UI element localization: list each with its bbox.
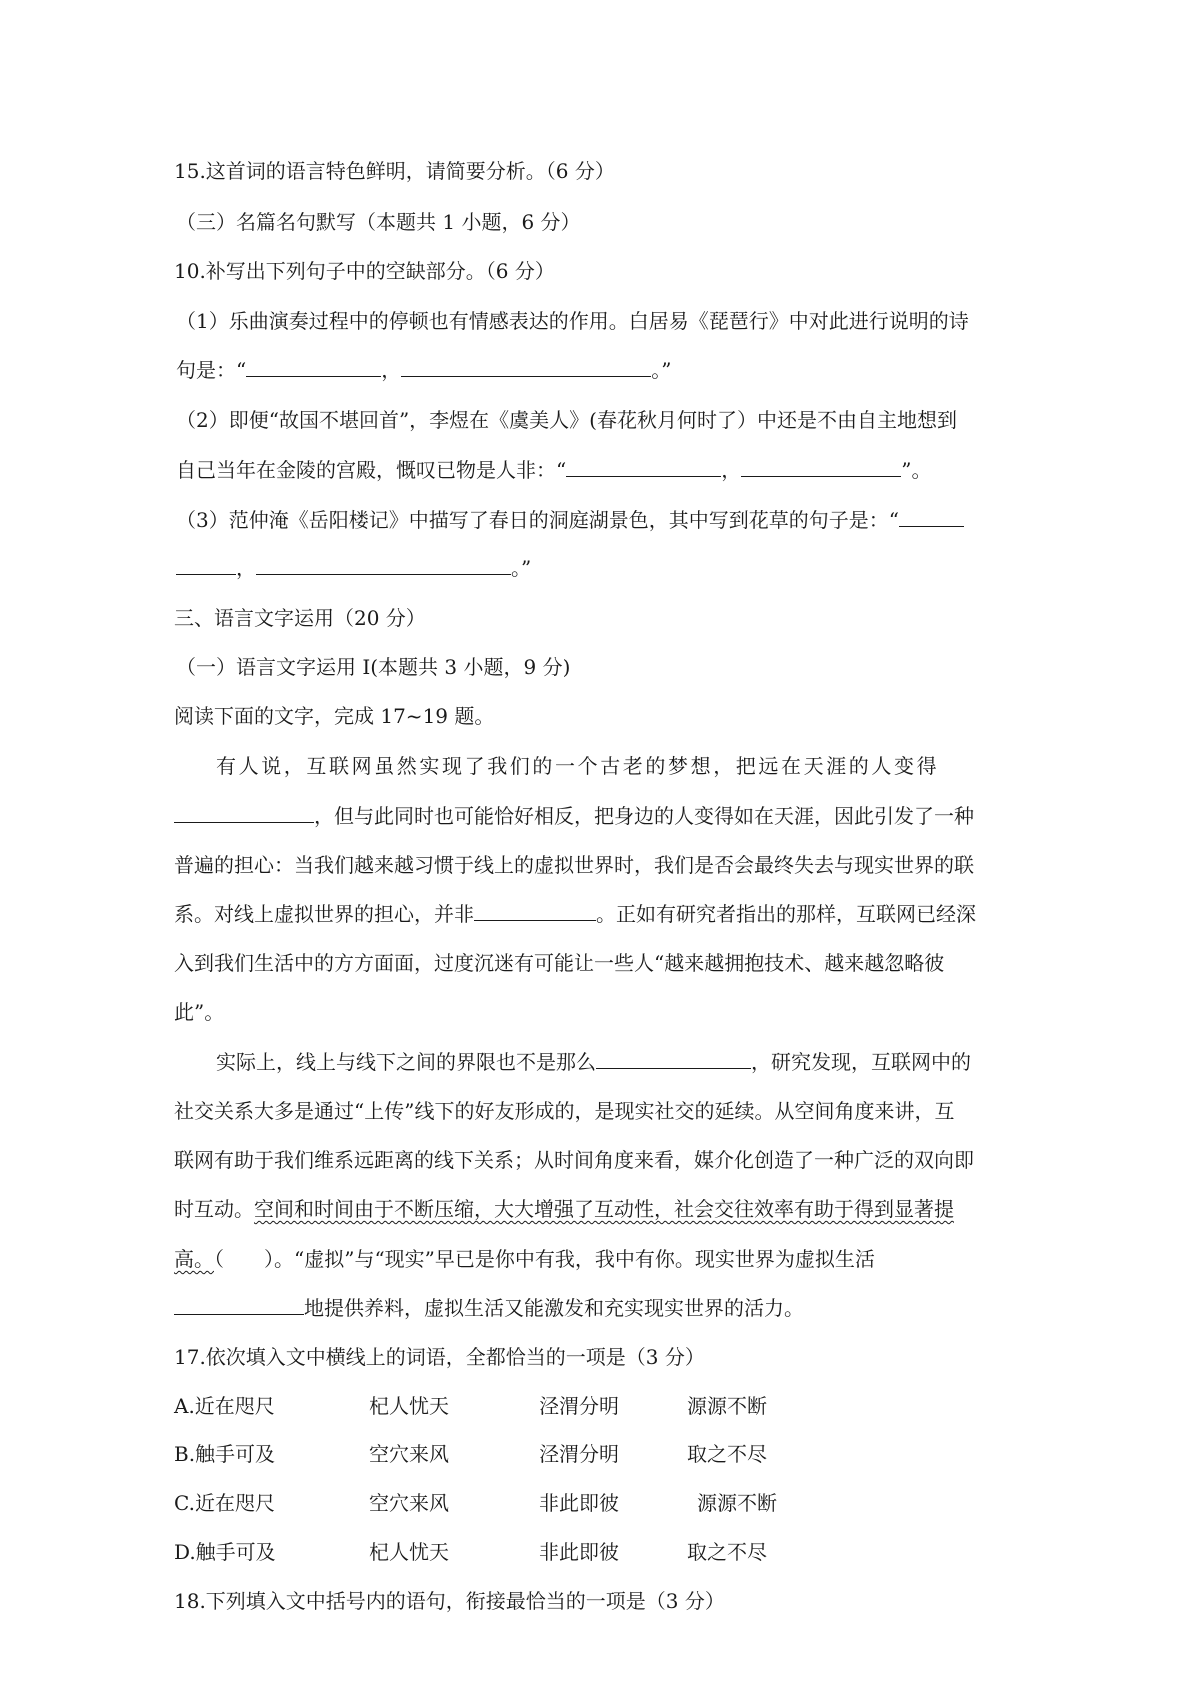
option-b-word-3: 泾渭分明	[539, 1442, 619, 1466]
question-10: 10.补写出下列句子中的空缺部分。（6 分）	[174, 259, 555, 283]
q10-part2-prefix: 自己当年在金陵的宫殿，慨叹已物是人非：“	[176, 458, 567, 482]
fill-blank	[596, 1050, 751, 1069]
option-d-label: D.触手可及	[174, 1540, 276, 1564]
passage-p2-line6-post: 地提供养料，虚拟生活又能激发和充实现实世界的活力。	[304, 1296, 804, 1320]
option-b-label: B.触手可及	[174, 1442, 276, 1466]
q10-part2-line2	[176, 457, 931, 483]
option-c-word-3: 非此即彼	[539, 1491, 619, 1515]
passage-p1-line5: 入到我们生活中的方方面面，过度沉迷有可能让一些人“越来越拥抱技术、越来越忽略彼	[174, 951, 945, 975]
passage-p1-line2-text: ，但与此同时也可能恰好相反，把身边的人变得如在天涯，因此引发了一种	[314, 804, 974, 828]
question-15: 15.这首词的语言特色鲜明，请简要分析。（6 分）	[174, 159, 615, 183]
q10-part3-prefix: （3）范仲淹《岳阳楼记》中描写了春日的洞庭湖景色，其中写到花草的句子是：“	[176, 508, 899, 532]
passage-p2-line4	[174, 1196, 954, 1222]
reading-instruction: 阅读下面的文字，完成 17~19 题。	[174, 704, 495, 728]
fill-blank	[176, 556, 236, 575]
wavy-underlined-end: 高。	[174, 1247, 214, 1271]
passage-p2-line4-pre: 时互动。	[174, 1197, 254, 1221]
fill-blank	[174, 804, 314, 823]
fill-blank	[474, 902, 596, 921]
passage-p2-line1	[216, 1049, 971, 1075]
passage-p2-line3: 联网有助于我们维系远距离的线下关系；从时间角度来看，媒介化创造了一种广泛的双向即	[174, 1148, 974, 1172]
section-3-heading: （三）名篇名句默写（本题共 1 小题，6 分）	[176, 210, 581, 234]
q10-part3-line1	[176, 507, 964, 533]
wavy-underlined-sentence: 空间和时间由于不断压缩，大大增强了互动性，社会交往效率有助于得到显著提	[254, 1197, 954, 1221]
fill-blank	[566, 458, 721, 477]
q10-part2-line1: （2）即便“故国不堪回首”，李煜在《虞美人》(春花秋月何时了）中还是不由自主地想到	[176, 408, 957, 432]
option-d-word-3: 非此即彼	[539, 1540, 619, 1564]
fill-blank	[899, 508, 964, 527]
q10-part2-sep: ，	[721, 458, 742, 482]
fill-blank	[741, 458, 901, 477]
passage-p2-line1-post: ，研究发现，互联网中的	[751, 1050, 971, 1074]
option-b-word-4: 取之不尽	[687, 1442, 767, 1466]
option-a-word-2: 杞人忧天	[369, 1394, 449, 1418]
passage-p1-line2	[174, 803, 974, 829]
fill-blank	[174, 1296, 304, 1315]
option-d-word-2: 杞人忧天	[369, 1540, 449, 1564]
fill-blank	[256, 556, 511, 575]
option-a-word-4: 源源不断	[687, 1394, 767, 1418]
passage-p1-line4-pre: 系。对线上虚拟世界的担心，并非	[174, 902, 474, 926]
passage-p2-line1-pre: 实际上，线上与线下之间的界限也不是那么	[216, 1050, 596, 1074]
q10-part1-line2	[176, 357, 671, 383]
option-c-word-2: 空穴来风	[369, 1491, 449, 1515]
option-c-word-4: 源源不断	[697, 1491, 777, 1515]
passage-p1-line1: 有人说，互联网虽然实现了我们的一个古老的梦想，把远在天涯的人变得	[216, 754, 940, 778]
option-d-word-4: 取之不尽	[687, 1540, 767, 1564]
part-3-heading: 三、语言文字运用（20 分）	[174, 606, 426, 630]
passage-p1-line4-post: 。正如有研究者指出的那样，互联网已经深	[596, 902, 976, 926]
option-a-word-3: 泾渭分明	[539, 1394, 619, 1418]
q10-part3-line2	[176, 555, 531, 581]
q10-part1-sep: ，	[381, 358, 402, 382]
option-a-label: A.近在咫尺	[174, 1394, 275, 1418]
option-b-word-2: 空穴来风	[369, 1442, 449, 1466]
passage-p1-line4	[174, 901, 976, 927]
question-17: 17.依次填入文中横线上的词语，全都恰当的一项是（3 分）	[174, 1345, 705, 1369]
subsection-1-heading: （一）语言文字运用 I(本题共 3 小题，9 分)	[176, 655, 571, 679]
passage-p1-line6: 此”。	[174, 1000, 225, 1024]
passage-p1-line3: 普遍的担心：当我们越来越习惯于线上的虚拟世界时，我们是否会最终失去与现实世界的联	[174, 853, 974, 877]
q10-part3-sep: ，	[236, 556, 256, 580]
passage-p2-line2: 社交关系大多是通过“上传”线下的好友形成的，是现实社交的延续。从空间角度来讲，互	[174, 1099, 955, 1123]
option-c-label: C.近在咫尺	[174, 1491, 275, 1515]
q10-part1-end: 。”	[651, 358, 672, 382]
q10-part2-end: ”。	[901, 458, 932, 482]
fill-blank	[401, 358, 651, 377]
q10-part1-prefix: 句是：“	[176, 358, 247, 382]
passage-p2-line5-post: （ ）。“虚拟”与“现实”早已是你中有我，我中有你。现实世界为虚拟生活	[214, 1247, 875, 1271]
question-18: 18.下列填入文中括号内的语句，衔接最恰当的一项是（3 分）	[174, 1589, 725, 1613]
passage-p2-line6	[174, 1295, 804, 1321]
passage-p2-line5	[174, 1246, 875, 1272]
q10-part1-line1: （1）乐曲演奏过程中的停顿也有情感表达的作用。白居易《琵琶行》中对此进行说明的诗	[176, 309, 969, 333]
fill-blank	[246, 358, 381, 377]
q10-part3-end: 。”	[511, 556, 532, 580]
